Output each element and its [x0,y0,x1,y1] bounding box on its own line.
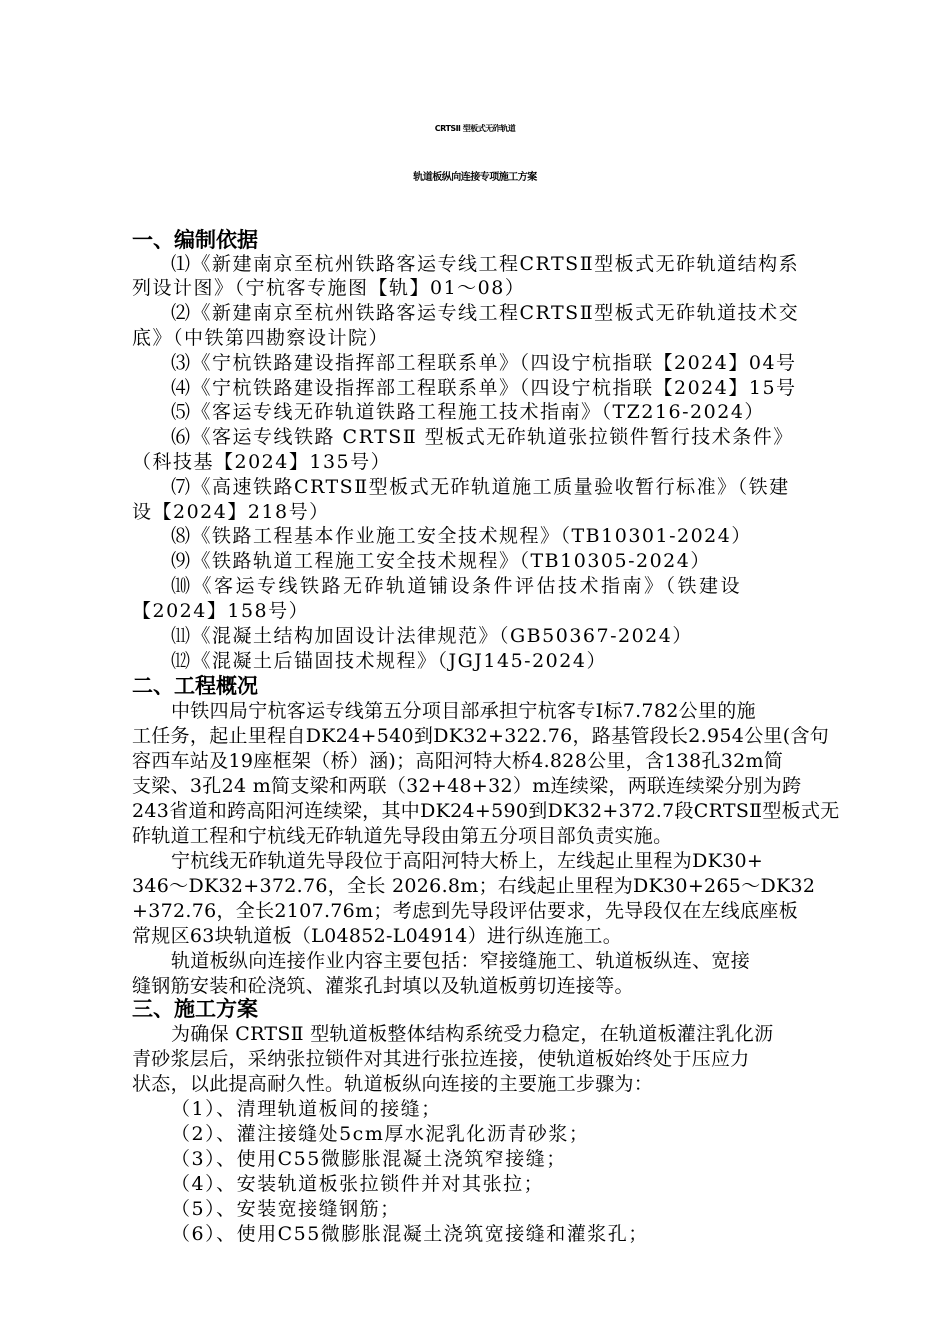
overview-line: 砟轨道工程和宁杭线无砟轨道先导段由第五分项目部负责实施。 [132,825,673,847]
basis-line: 设【2024】218号） [132,501,330,523]
document-title-line1: CRTSⅡ 型板式无砟轨道 [434,124,516,133]
overview-line: 容西车站及19座框架（桥）涵)；高阳河特大桥4.828公里，含138孔32m简 [132,750,784,772]
basis-line: （科技基【2024】135号） [132,451,392,473]
basis-line: ⑼《铁路轨道工程施工安全技术规程》（TB10305-2024） [171,550,711,572]
section-heading-basis: 一、编制依据 [132,228,258,252]
section-heading-plan: 三、施工方案 [132,997,258,1021]
overview-line: 243省道和跨高阳河连续梁，其中DK24+590到DK32+372.7段CRTSⅡ型板式无 [132,800,840,822]
plan-step: （5）、安装宽接缝钢筋； [171,1198,401,1220]
overview-line: 缝钢筋安装和砼浇筑、灌浆孔封填以及轨道板剪切连接等。 [132,975,634,997]
basis-line: ⑶《宁杭铁路建设指挥部工程联系单》（四设宁杭指联【2024】04号 [171,352,797,374]
basis-line: ⑿《混凝土后锚固技术规程》（JGJ145-2024） [171,650,607,672]
basis-line: 列设计图》（宁杭客专施图【轨】01～08） [132,277,526,299]
overview-line: 轨道板纵向连接作业内容主要包括：窄接缝施工、轨道板纵连、宽接 [171,950,751,972]
overview-line: 常规区63块轨道板（L04852-L04914）进行纵连施工。 [132,925,623,947]
plan-step: （3）、使用C55微膨胀混凝土浇筑窄接缝； [171,1148,567,1170]
plan-line: 为确保 CRTSⅡ 型轨道板整体结构系统受力稳定，在轨道板灌注乳化沥 [171,1023,774,1045]
overview-line: 中铁四局宁杭客运专线第五分项目部承担宁杭客专Ⅰ标7.782公里的施 [171,700,756,722]
plan-step: （4）、安装轨道板张拉锁件并对其张拉； [171,1173,545,1195]
plan-step: （6）、使用C55微膨胀混凝土浇筑宽接缝和灌浆孔； [171,1223,649,1245]
plan-step: （2）、灌注接缝处5cm厚水泥乳化沥青砂浆； [171,1123,590,1145]
overview-line: 346～DK32+372.76，全长 2026.8m；右线起止里程为DK30+265～DK32 [132,875,816,897]
overview-line: +372.76，全长2107.76m；考虑到先导段评估要求，先导段仅在左线底座板 [132,900,798,922]
basis-line: ⑷《宁杭铁路建设指挥部工程联系单》（四设宁杭指联【2024】15号 [171,377,797,399]
plan-line: 状态，以此提高耐久性。轨道板纵向连接的主要施工步骤为： [132,1073,654,1095]
basis-line: ⑽《客运专线铁路无砟轨道铺设条件评估技术指南》（铁建设 [171,575,743,597]
overview-line: 工任务，起止里程自DK24+540到DK32+322.76，路基管段长2.954公里(含句 [132,725,830,747]
basis-line: ⑻《铁路工程基本作业施工安全技术规程》（TB10301-2024） [171,525,752,547]
section-heading-overview: 二、工程概况 [132,674,258,698]
plan-step: （1）、清理轨道板间的接缝； [171,1098,442,1120]
document-title-line2: 轨道板纵向连接专项施工方案 [413,172,537,183]
basis-line: 【2024】158号） [132,600,310,622]
basis-line: ⑵《新建南京至杭州铁路客运专线工程CRTSⅡ型板式无砟轨道技术交 [171,302,800,324]
basis-line: 底》（中铁第四勘察设计院） [132,327,390,349]
basis-line: ⑾《混凝土结构加固设计法律规范》（GB50367-2024） [171,625,693,647]
basis-line: ⑹《客运专线铁路 CRTSⅡ 型板式无砟轨道张拉锁件暂行技术条件》 [171,426,794,448]
basis-line: ⑺《高速铁路CRTSⅡ型板式无砟轨道施工质量验收暂行标准》（铁建 [171,476,790,498]
basis-line: ⑸《客运专线无砟轨道铁路工程施工技术指南》（TZ216-2024） [171,401,765,423]
overview-line: 支梁、3孔24 m简支梁和两联（32+48+32）m连续梁，两联连续梁分别为跨 [132,775,802,797]
plan-line: 青砂浆层后，采纳张拉锁件对其进行张拉连接，使轨道板始终处于压应力 [132,1048,750,1070]
overview-line: 宁杭线无砟轨道先导段位于高阳河特大桥上，左线起止里程为DK30+ [171,850,764,872]
basis-line: ⑴《新建南京至杭州铁路客运专线工程CRTSⅡ型板式无砟轨道结构系 [171,253,800,275]
